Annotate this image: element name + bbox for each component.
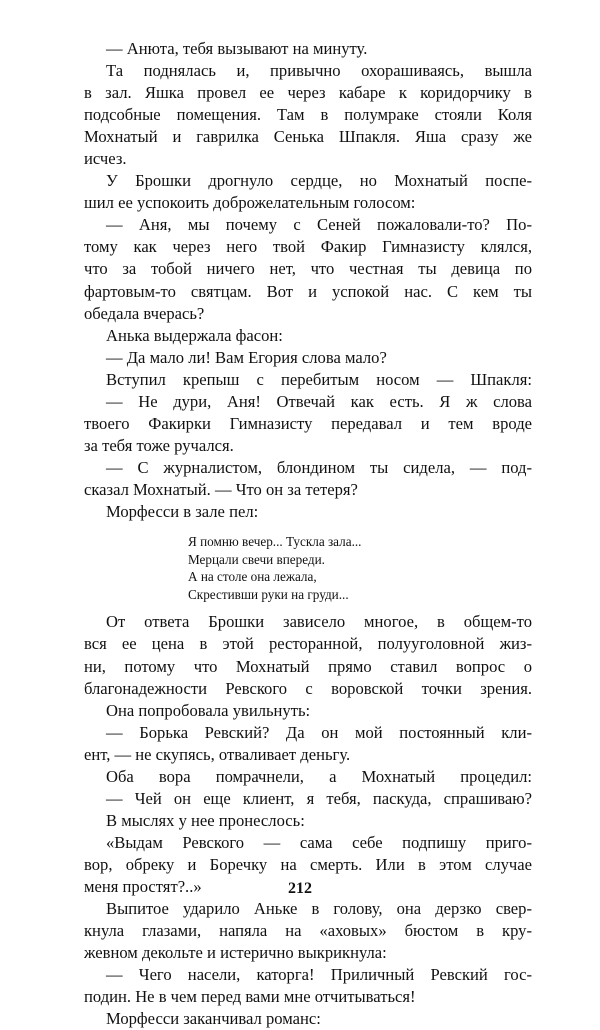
text-line: Морфесси в зале пел: — [106, 501, 259, 521]
text-line: — Чего насели, каторга! Приличный Ревский гос- — [106, 965, 532, 985]
verse-line: Я помню вечер... Тускла зала... — [188, 534, 362, 550]
text-line: В мыслях у нее пронеслось: — [106, 810, 305, 830]
text-line: Вступил крепыш с перебитым носом — Шпакля: — [106, 369, 532, 389]
text-line: вор, обреку и Боречку на смерть. Или в этом случае — [84, 854, 532, 874]
page-number: 212 — [288, 880, 312, 897]
text-line: за тебя тоже ручался. — [84, 435, 234, 455]
text-line: кнула глазами, напяла на «аховых» бюстом в кру- — [84, 921, 532, 941]
text-line: жевном декольте и истерично выкрикнула: — [84, 943, 387, 963]
text-line: — Чей он еще клиент, я тебя, паскуда, спрашиваю? — [106, 788, 532, 808]
text-line: У Брошки дрогнуло сердце, но Мохнатый поспе- — [106, 171, 532, 191]
text-line: Мохнатый и гаврилка Сенька Шпакля. Яша сразу же — [84, 127, 532, 147]
text-line: благонадежности Ревского с воровской точки зрения. — [84, 678, 532, 698]
text-line: «Выдам Ревского — сама себе подпишу приго- — [106, 832, 532, 852]
text-line: Морфесси заканчивал романс: — [106, 1009, 321, 1029]
text-line: тому как через него твой Факир Гимназисту клялся, — [84, 237, 532, 257]
text-line: — Не дури, Аня! Отвечай как есть. Я ж слова — [106, 391, 532, 411]
text-line: подин. Не в чем перед вами мне отчитываться! — [84, 987, 416, 1007]
text-line: От ответа Брошки зависело многое, в общем-то — [106, 612, 532, 632]
text-line: Та поднялась и, привычно охорашиваясь, вышла — [106, 61, 532, 81]
text-line: — Борька Ревский? Да он мой постоянный кли- — [106, 722, 532, 742]
text-line: фартовым-то святцам. Вот и успокой нас. С кем ты — [84, 281, 532, 301]
text-line: вся ее цена в этой ресторанной, полууголовной жиз- — [84, 634, 532, 654]
text-line: ни, потому что Мохнатый прямо ставил вопрос о — [84, 656, 532, 676]
text-line: в зал. Яшка провел ее через кабаре к коридорчику в — [84, 83, 532, 103]
text-line: Оба вора помрачнели, а Мохнатый процедил: — [106, 766, 532, 786]
verse-line: Мерцали свечи впереди. — [188, 551, 325, 567]
text-line: подсобные помещения. Там в полумраке стояли Коля — [84, 105, 532, 125]
text-line: — Да мало ли! Вам Егория слова мало? — [106, 347, 387, 367]
text-line: Выпитое ударило Аньке в голову, она дерзко свер- — [106, 899, 532, 919]
text-line: твоего Факирки Гимназисту передавал и тем вроде — [84, 413, 532, 433]
text-line: — Анюта, тебя вызывают на минуту. — [106, 39, 368, 58]
text-line: обедала вчерась? — [84, 303, 205, 323]
text-line: — Аня, мы почему с Сеней пожаловали-то? По- — [106, 215, 532, 235]
text-line: — С журналистом, блондином ты сидела, — под- — [106, 457, 532, 477]
text-line: ент, — не скупясь, отваливает деньгу. — [84, 744, 351, 764]
text-line: что за тобой ничего нет, что честная ты девица по — [84, 259, 532, 279]
song-verse — [84, 533, 532, 603]
text-line: сказал Мохнатый. — Что он за тетеря? — [84, 479, 358, 499]
text-line: Она попробовала увильнуть: — [106, 700, 311, 720]
verse-line: А на столе она лежала, — [188, 569, 317, 585]
text-line: шил ее успокоить доброжелательным голосом: — [84, 193, 416, 213]
text-line: Анька выдержала фасон: — [106, 325, 283, 345]
text-line: исчез. — [84, 149, 127, 169]
verse-line: Скрестивши руки на груди... — [188, 586, 349, 602]
text-line: меня простят?..» — [84, 876, 202, 896]
